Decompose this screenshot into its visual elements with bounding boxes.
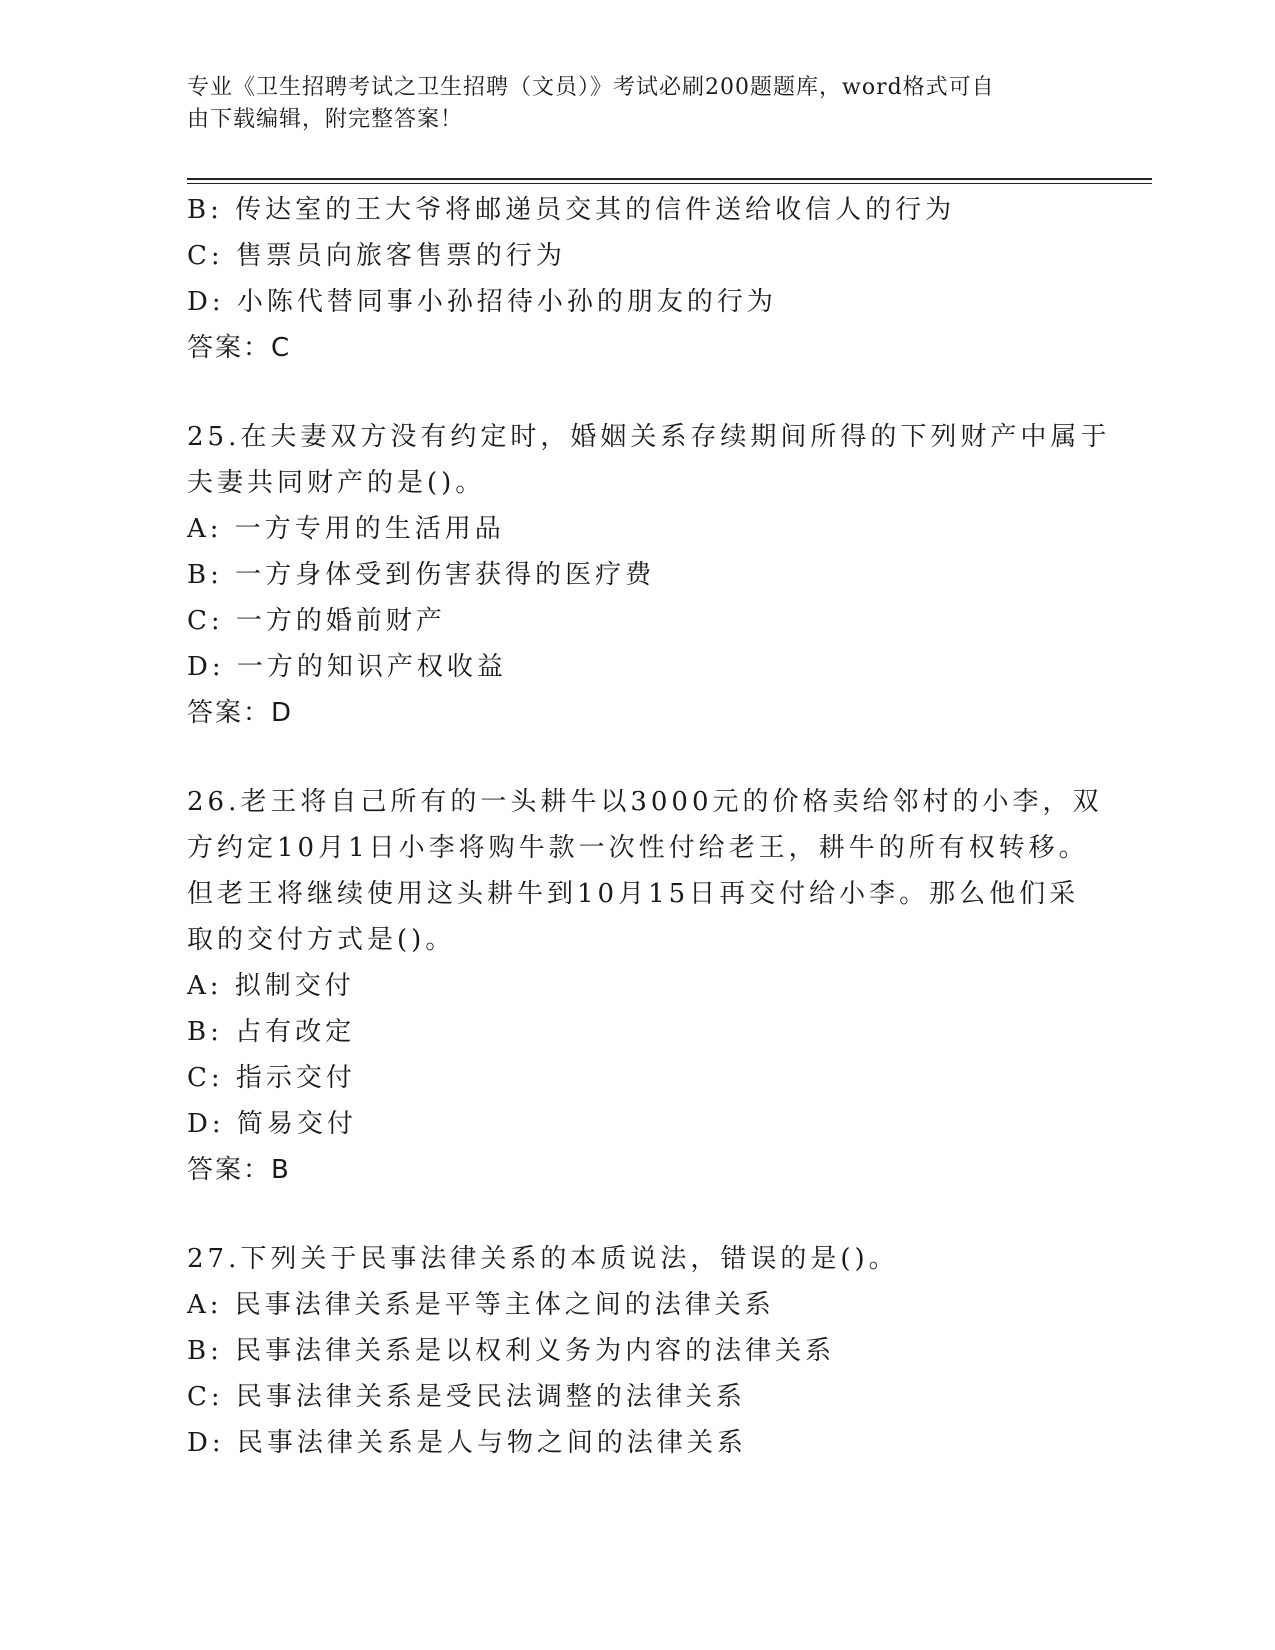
answer: 答案：D xyxy=(187,698,294,728)
question-stem-line: 夫妻共同财产的是()。 xyxy=(187,468,486,498)
option-b: B: 民事法律关系是以权利义务为内容的法律关系 xyxy=(187,1336,836,1366)
option-a: A: 民事法律关系是平等主体之间的法律关系 xyxy=(187,1290,775,1320)
option-b: B: 一方身体受到伤害获得的医疗费 xyxy=(187,560,656,590)
question-stem-line: 取的交付方式是()。 xyxy=(187,925,456,955)
option-d: D: 简易交付 xyxy=(187,1109,357,1139)
option-c: C: 售票员向旅客售票的行为 xyxy=(187,241,566,271)
option-d: D: 民事法律关系是人与物之间的法律关系 xyxy=(187,1428,747,1458)
option-d: D: 一方的知识产权收益 xyxy=(187,652,507,682)
question-25 xyxy=(187,414,1111,736)
question-list xyxy=(187,187,1111,1466)
question-stem-line: 但老王将继续使用这头耕牛到10月15日再交付给小李。那么他们采 xyxy=(187,879,1080,909)
answer: 答案：B xyxy=(187,1155,291,1185)
option-c: C: 一方的婚前财产 xyxy=(187,606,446,636)
option-d: D: 小陈代替同事小孙招待小孙的朋友的行为 xyxy=(187,287,777,317)
header-line-2: 由下载编辑，附完整答案！ xyxy=(187,107,464,132)
question-27 xyxy=(187,1236,1087,1466)
option-c: C: 指示交付 xyxy=(187,1063,356,1093)
option-c: C: 民事法律关系是受民法调整的法律关系 xyxy=(187,1382,746,1412)
header-rule-thick xyxy=(187,178,1152,180)
question-24 xyxy=(187,187,1087,371)
header-rule-thin xyxy=(187,183,1152,184)
document-header xyxy=(187,72,1067,136)
option-a: A: 拟制交付 xyxy=(187,971,355,1001)
option-a: A: 一方专用的生活用品 xyxy=(187,514,505,544)
question-stem-line: 27.下列关于民事法律关系的本质说法，错误的是()。 xyxy=(187,1244,899,1274)
question-stem-line: 26.老王将自己所有的一头耕牛以3000元的价格卖给邻村的小李，双 xyxy=(187,787,1103,817)
answer: 答案：C xyxy=(187,333,292,363)
question-stem-line: 方约定10月1日小李将购牛款一次性付给老王，耕牛的所有权转移。 xyxy=(187,833,1089,863)
option-b: B: 占有改定 xyxy=(187,1017,356,1047)
option-b: B: 传达室的王大爷将邮递员交其的信件送给收信人的行为 xyxy=(187,195,956,225)
question-26 xyxy=(187,779,1103,1193)
header-line-1: 专业《卫生招聘考试之卫生招聘（文员）》考试必刷200题题库，word格式可自 xyxy=(187,75,995,100)
question-stem-line: 25.在夫妻双方没有约定时，婚姻关系存续期间所得的下列财产中属于 xyxy=(187,422,1111,452)
